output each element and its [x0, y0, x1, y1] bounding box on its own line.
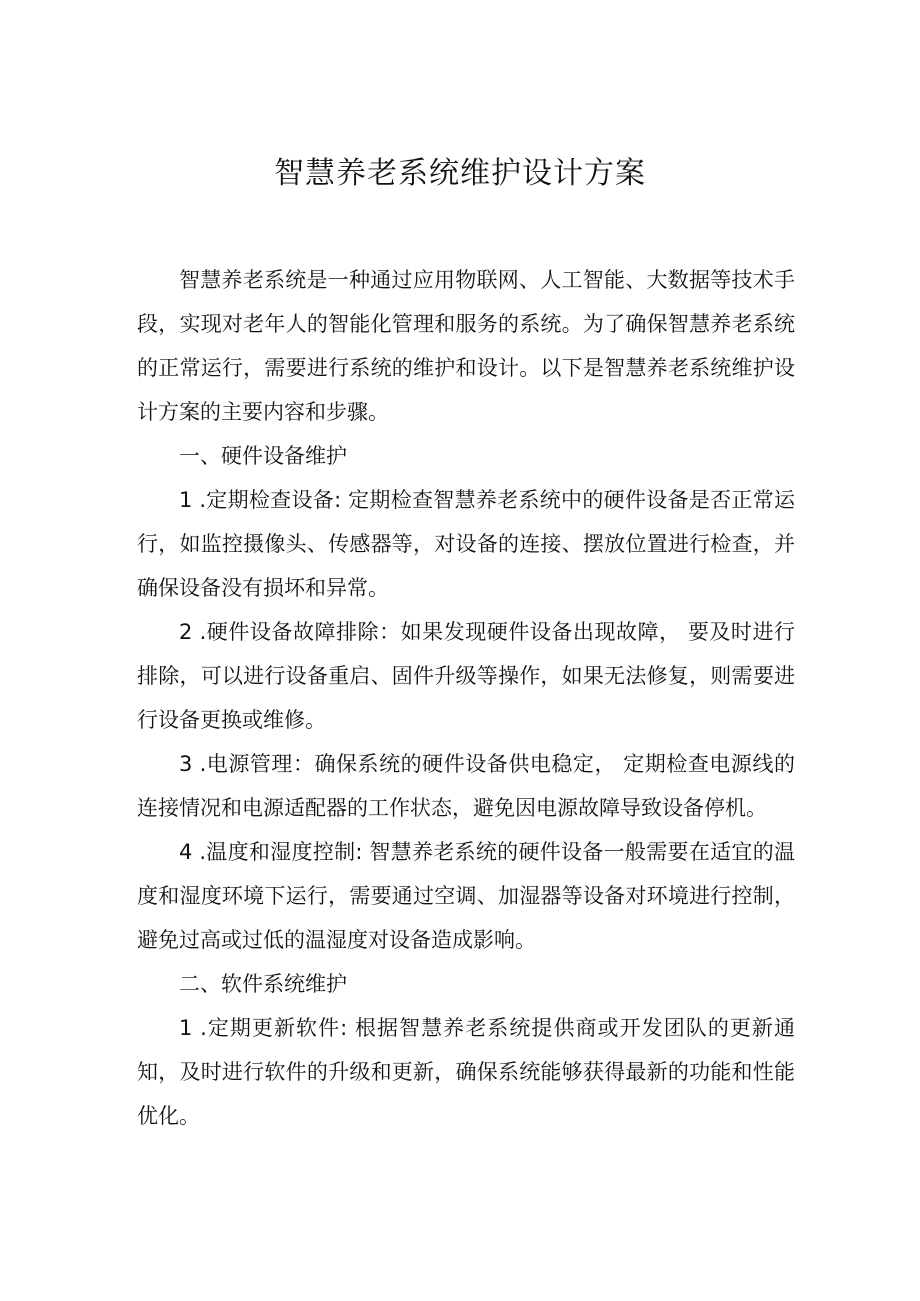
- list-item-hardware-4: 4 .温度和湿度控制: 智慧养老系统的硬件设备一般需要在适宜的温度和湿度环境下运行，需要通过空调、加湿器等设备对环境进行控制，避免过高或过低的温湿度对设备造成影响。: [137, 840, 795, 952]
- list-item-hardware-3: 3 .电源管理：确保系统的硬件设备供电稳定， 定期检查电源线的连接情况和电源适配器的工作状态，避免因电源故障导致设备停机。: [137, 752, 795, 820]
- list-item-software-1: 1 .定期更新软件: 根据智慧养老系统提供商或开发团队的更新通知，及时进行软件的升级和更新，确保系统能够获得最新的功能和性能优化。: [137, 1016, 795, 1128]
- section-heading-hardware: 一、硬件设备维护: [179, 444, 347, 468]
- intro-paragraph: 智慧养老系统是一种通过应用物联网、人工智能、大数据等技术手段，实现对老年人的智能化管理和服务的系统。为了确保智慧养老系统的正常运行，需要进行系统的维护和设计。以下是智慧养老系统维护设计方案的主要内容和步骤。: [137, 268, 795, 424]
- list-item-hardware-2: 2 .硬件设备故障排除：如果发现硬件设备出现故障， 要及时进行排除，可以进行设备重启、固件升级等操作，如果无法修复，则需要进行设备更换或维修。: [137, 620, 795, 732]
- document-title: 智慧养老系统维护设计方案: [274, 156, 646, 192]
- list-item-hardware-1: 1 .定期检查设备: 定期检查智慧养老系统中的硬件设备是否正常运行，如监控摄像头、传感器等，对设备的连接、摆放位置进行检查，并确保设备没有损坏和异常。: [137, 488, 795, 600]
- document-body: [137, 258, 795, 1138]
- section-heading-software: 二、软件系统维护: [179, 972, 347, 996]
